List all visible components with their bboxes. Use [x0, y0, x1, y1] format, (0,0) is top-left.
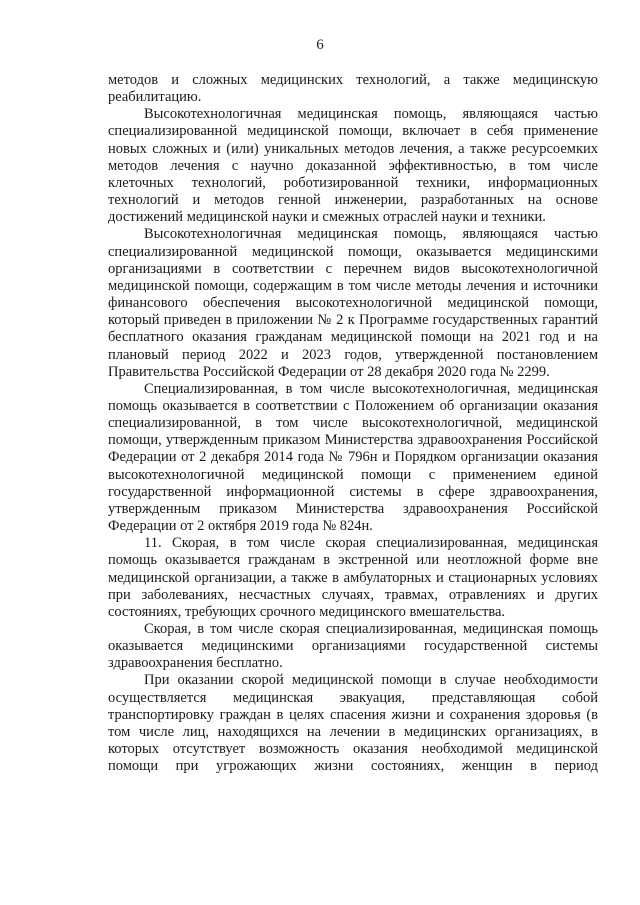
paragraph-specialized-care-regulation: Специализированная, в том числе высокотехнологичная, медицинская помощь оказывается в соответствии с Положением об организации оказания специализированной, в том числе высокотехнологичной, медицинской помощи, утвержденным приказом Министерства здравоохранения Российской Федерации от 2 декабря 2014 года № 796н и Порядком организации оказания высокотехнологичной медицинской помощи с применением единой государственной информационной системы в сфере здравоохранения, утвержденным приказом Министерства здравоохранения Российской Федерации от 2 октября 2019 года № 824н.	[108, 380, 598, 535]
paragraph-emergency-care-item-11: 11. Скорая, в том числе скорая специализированная, медицинская помощь оказывается гражданам в экстренной или неотложной форме вне медицинской организации, а также в амбулаторных и стационарных условиях при заболеваниях, несчастных случаях, травмах, отравлениях и других состояниях, требующих срочного медицинского вмешательства.	[108, 535, 598, 620]
paragraph-continuation: методов и сложных медицинских технологий, а также медицинскую реабилитацию.	[108, 72, 598, 106]
paragraph-medical-evacuation: При оказании скорой медицинской помощи в случае необходимости осуществляется медицинская эвакуация, представляющая собой транспортировку граждан в целях спасения жизни и сохранения здоровья (в том числе лиц, находящихся на лечении в медицинских организациях, в которых отсутствует возможность оказания необходимой медицинской помощи при угрожающих жизни состояниях, женщин в период	[108, 672, 598, 775]
paragraph-emergency-care-free: Скорая, в том числе скорая специализированная, медицинская помощь оказывается медицинскими организациями государственной системы здравоохранения бесплатно.	[108, 621, 598, 672]
paragraph-high-tech-care-definition: Высокотехнологичная медицинская помощь, являющаяся частью специализированной медицинской помощи, включает в себя применение новых сложных и (или) уникальных методов лечения, а также ресурсоемких методов лечения с научно доказанной эффективностью, в том числе клеточных технологий, роботизированной техники, информационных технологий и методов генной инженерии, разработанных на основе достижений медицинской науки и смежных отраслей науки и техники.	[108, 106, 598, 226]
document-body	[108, 72, 598, 775]
paragraph-high-tech-care-provision: Высокотехнологичная медицинская помощь, являющаяся частью специализированной медицинской помощи, оказывается медицинскими организациями в соответствии с перечнем видов высокотехнологичной медицинской помощи, содержащим в том числе методы лечения и источники финансового обеспечения высокотехнологичной медицинской помощи, который приведен в приложении № 2 к Программе государственных гарантий бесплатного оказания гражданам медицинской помощи на 2021 год и на плановый период 2022 и 2023 годов, утвержденной постановлением Правительства Российской Федерации от 28 декабря 2020 года № 2299.	[108, 226, 598, 380]
page-number: 6	[316, 37, 324, 53]
